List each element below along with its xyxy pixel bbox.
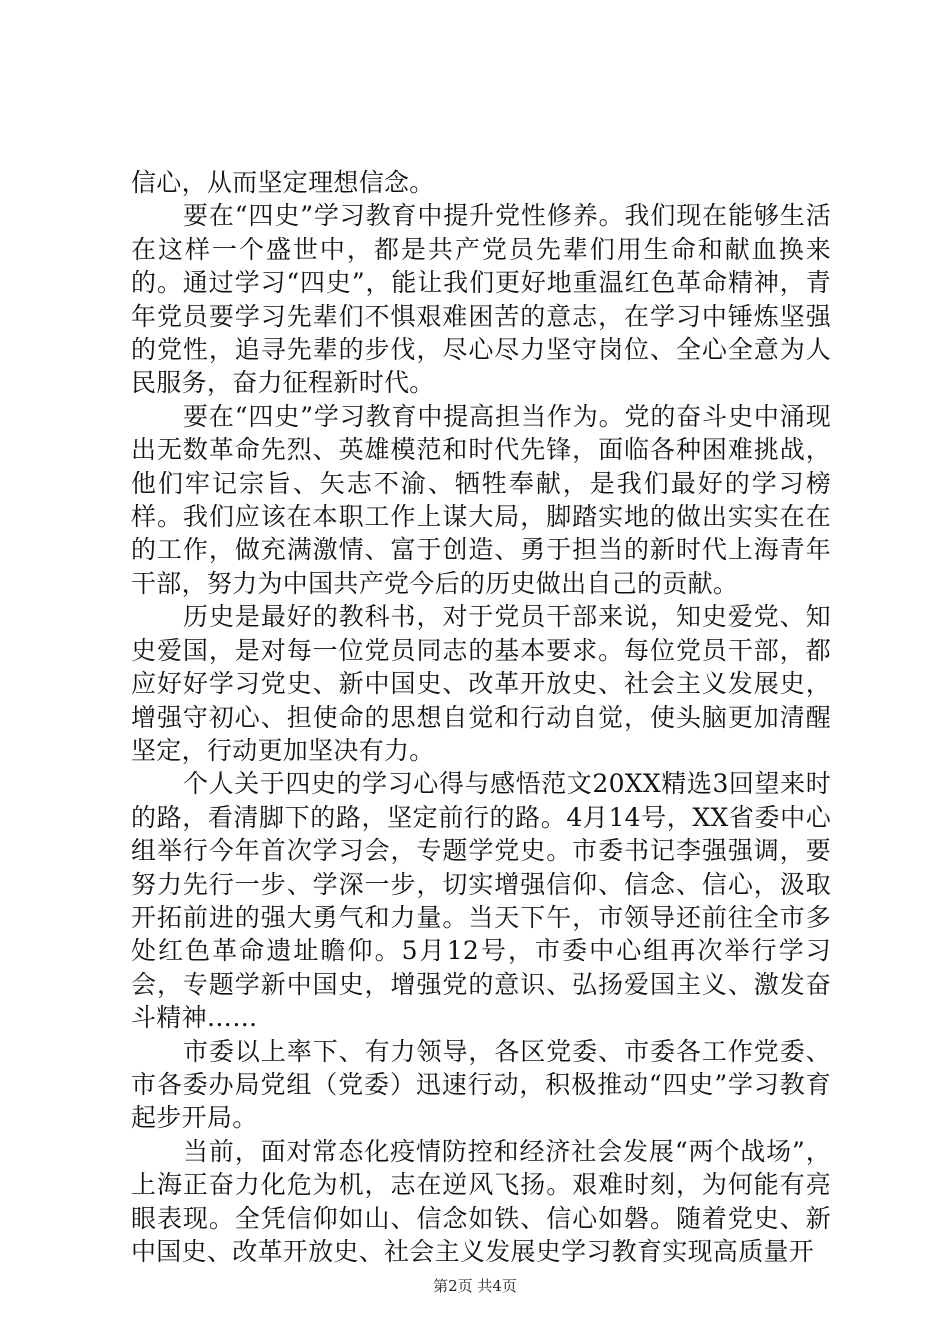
page-number-footer: 第2页 共4页 <box>433 1277 517 1295</box>
paragraph: 历史是最好的教科书，对于党员干部来说，知史爱党、知史爱国，是对每一位党员同志的基本要求。每位党员干部，都应好好学习党史、新中国史、改革开放史、社会主义发展史，增强守初心、担使命的思想自觉和行动自觉，使头脑更加清醒坚定，行动更加坚决有力。 <box>131 602 831 765</box>
paragraph: 要在“四史”学习教育中提升党性修养。我们现在能够生活在这样一个盛世中，都是共产党员先辈们用生命和献血换来的。通过学习“四史”，能让我们更好地重温红色革命精神，青年党员要学习先辈们不惧艰难困苦的意志，在学习中锤炼坚强的党性，追寻先辈的步伐，尽心尽力坚守岗位、全心全意为人民服务，奋力征程新时代。 <box>131 201 831 398</box>
paragraph: 信心，从而坚定理想信念。 <box>131 168 435 197</box>
document-body <box>131 166 831 1268</box>
paragraph: 个人关于四史的学习心得与感悟范文20XX精选3回望来时的路，看清脚下的路，坚定前行的路。4月14号，XX省委中心组举行今年首次学习会，专题学党史。市委书记李强强调，要努力先行一步、学深一步，切实增强信仰、信念、信心，汲取开拓前进的强大勇气和力量。当天下午，市领导还前往全市多处红色革命遗址瞻仰。5月12号，市委中心组再次举行学习会，专题学新中国史，增强党的意识、弘扬爱国主义、激发奋斗精神…… <box>131 769 831 1033</box>
paragraph: 当前，面对常态化疫情防控和经济社会发展“两个战场”，上海正奋力化危为机，志在逆风飞扬。艰难时刻，为何能有亮眼表现。全凭信仰如山、信念如铁、信心如磐。随着党史、新中国史、改革开放史、社会主义发展史学习教育实现高质量开 <box>131 1136 831 1266</box>
paragraph: 市委以上率下、有力领导，各区党委、市委各工作党委、市各委办局党组（党委）迅速行动，积极推动“四史”学习教育起步开局。 <box>131 1036 831 1133</box>
paragraph: 要在“四史”学习教育中提高担当作为。党的奋斗史中涌现出无数革命先烈、英雄模范和时代先锋，面临各种困难挑战，他们牢记宗旨、矢志不渝、牺牲奉献，是我们最好的学习榜样。我们应该在本职工作上谋大局，脚踏实地的做出实实在在的工作，做充满激情、富于创造、勇于担当的新时代上海青年干部，努力为中国共产党今后的历史做出自己的贡献。 <box>131 401 831 598</box>
